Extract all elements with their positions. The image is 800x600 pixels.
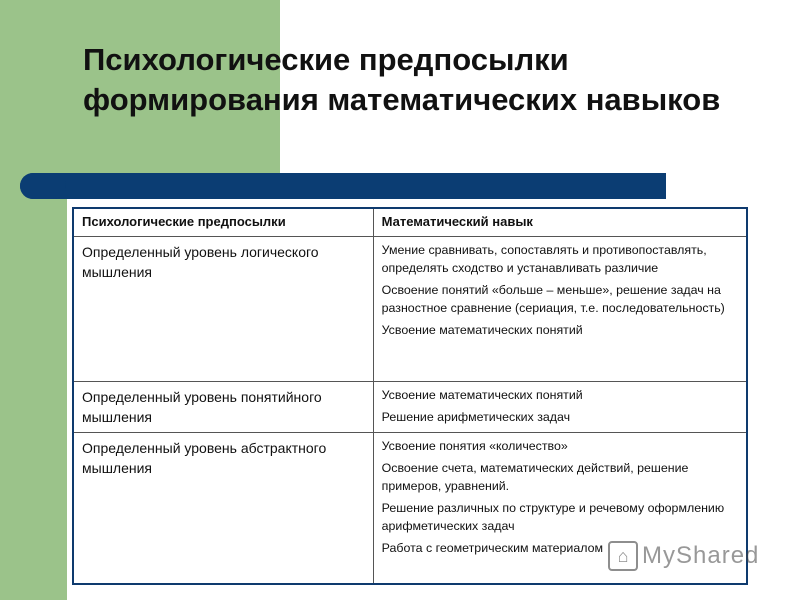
skills-cell — [373, 236, 747, 381]
table-row — [73, 381, 747, 432]
skill-item: Решение арифметических задач — [381, 409, 571, 424]
skills-table — [72, 207, 748, 585]
title-area — [67, 0, 800, 173]
skill-item: Решение различных по структуре и речевому оформлению арифметических задач — [381, 500, 725, 533]
skill-item: Усвоение понятия «количество» — [381, 438, 568, 453]
skill-item: Освоение понятий «больше – меньше», решение задач на разностное сравнение (сериация, т.е. последовательность) — [381, 282, 725, 315]
presentation-board-icon: ⌂ — [608, 541, 638, 571]
left-green-bar — [0, 0, 67, 600]
skill-item: Усвоение математических понятий — [381, 322, 583, 337]
skill-item: Усвоение математических понятий — [381, 387, 583, 402]
skill-item: Работа с геометрическим материалом — [381, 540, 604, 555]
prerequisite-cell: Определенный уровень понятийного мышления — [73, 381, 373, 432]
skills-cell — [373, 381, 747, 432]
watermark — [608, 538, 768, 574]
prerequisite-cell: Определенный уровень абстрактного мышления — [73, 432, 373, 584]
watermark-text: MyShared — [642, 542, 760, 569]
skill-item: Умение сравнивать, сопоставлять и противопоставлять, определять сходство и устанавливать различие — [381, 242, 707, 275]
skill-item: Освоение счета, математических действий, решение примеров, уравнений. — [381, 460, 689, 493]
slide-title: Психологические предпосылки формирования математических навыков — [83, 42, 721, 117]
header-prerequisites: Психологические предпосылки — [73, 208, 373, 236]
table-row — [73, 236, 747, 381]
title-divider-band — [20, 173, 666, 199]
table-header-row — [73, 208, 747, 236]
prerequisite-cell: Определенный уровень логического мышления — [73, 236, 373, 381]
header-math-skill: Математический навык — [373, 208, 747, 236]
